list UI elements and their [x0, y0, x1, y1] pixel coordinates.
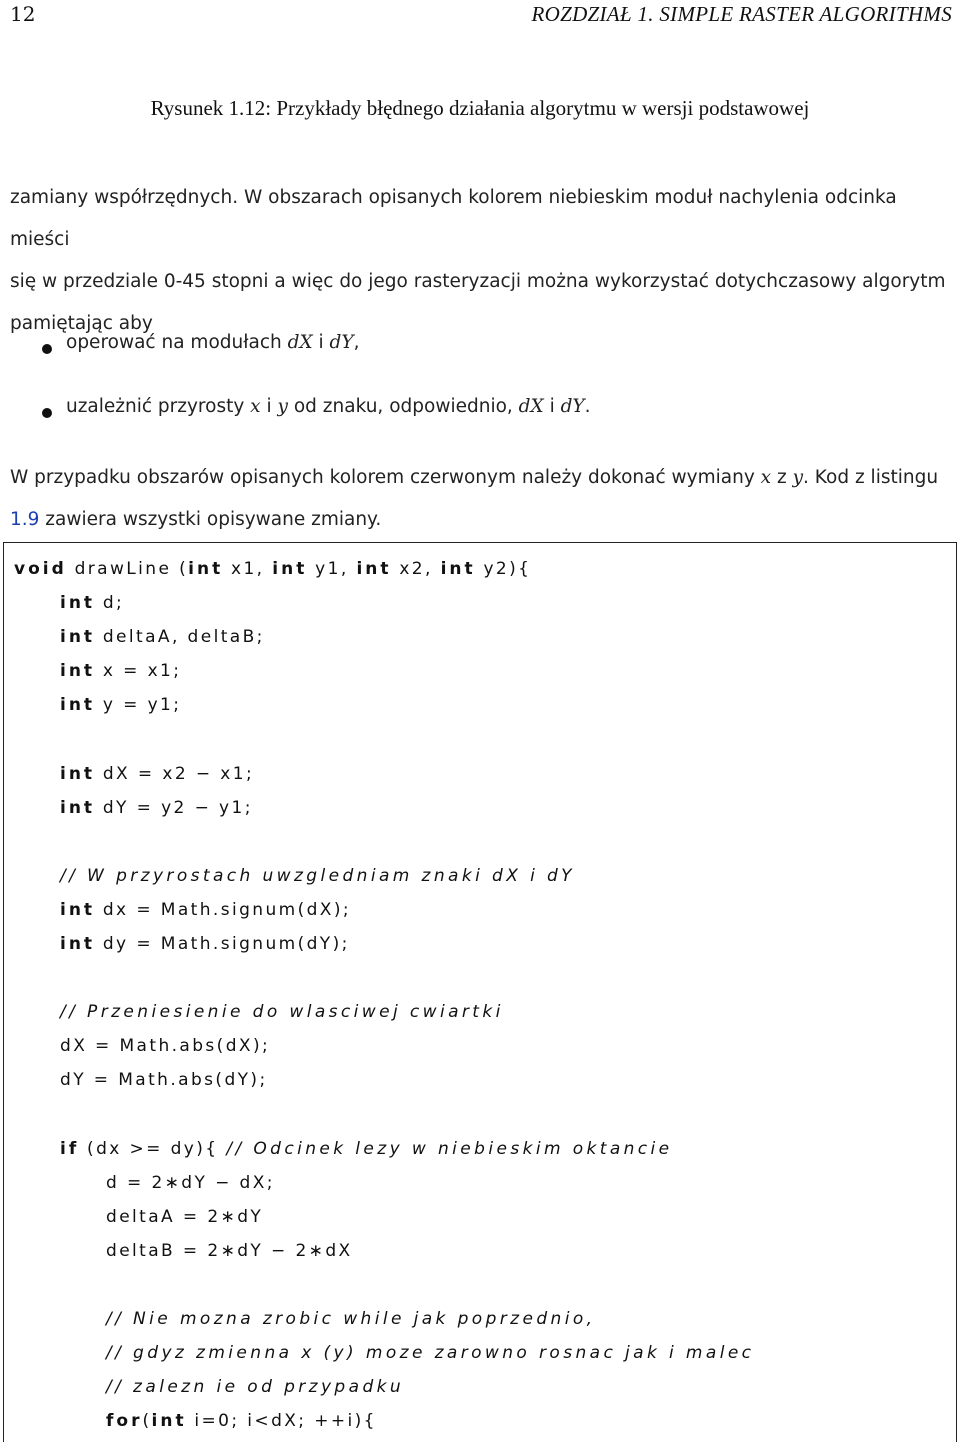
code-comment: // Nie mozna zrobic while jak poprzednio,: [106, 1309, 596, 1330]
code-line: int deltaA, deltaB;: [60, 627, 265, 648]
page-header: [0, 0, 960, 40]
code-line: dX = Math.abs(dX);: [60, 1036, 271, 1057]
code-line: int dx = Math.signum(dX);: [60, 899, 352, 920]
code-comment: // Przeniesienie do wlasciwej cwiartki: [60, 1002, 504, 1023]
paragraph-line: zamiany współrzędnych. W obszarach opisanych kolorem niebieskim moduł nachylenia odcinka mieści: [10, 187, 897, 250]
paragraph-line: W przypadku obszarów opisanych kolorem czerwonym należy dokonać wymiany x z y. Kod z listingu: [10, 467, 939, 488]
code-line: deltaA = 2∗dY: [106, 1206, 264, 1227]
page-number: 12: [10, 2, 36, 26]
paragraph-line: się w przedziale 0-45 stopni a więc do jego rasteryzacji można wykorzystać dotychczasowy algorytm: [10, 271, 946, 292]
code-listing: [3, 542, 957, 1442]
code-comment: // W przyrostach uwzgledniam znaki dX i dY: [60, 865, 575, 886]
code-blank-line: [14, 727, 754, 761]
code-line: int dy = Math.signum(dY);: [60, 934, 350, 955]
bullet-icon: [42, 408, 52, 418]
code-blank-line: [14, 830, 754, 864]
list-item: [0, 396, 960, 460]
code-comment: // gdyz zmienna x (y) moze zarowno rosnac jak i malec: [106, 1343, 755, 1364]
bullet-icon: [42, 344, 52, 354]
list-item-text: operować na modułach dX i dY,: [66, 332, 360, 353]
figure-caption: Rysunek 1.12: Przykłady błędnego działania algorytmu w wersji podstawowej: [150, 96, 810, 120]
code-comment: // zalezn ie od przypadku: [106, 1377, 405, 1398]
list-item: [0, 332, 960, 396]
code-line: int dX = x2 − x1;: [60, 763, 255, 784]
code-line: int x = x1;: [60, 661, 182, 682]
code-line: deltaB = 2∗dY − 2∗dX: [106, 1240, 353, 1261]
code-line: dY = Math.abs(dY);: [60, 1070, 268, 1091]
code-line: int y = y1;: [60, 695, 182, 716]
paragraph-line: pamiętając aby: [10, 313, 153, 334]
code-line: void drawLine (int x1, int y1, int x2, int y2){: [14, 559, 532, 579]
code-line: int dY = y2 − y1;: [60, 797, 253, 818]
code-line: for(int i=0; i<dX; ++i){: [106, 1411, 377, 1432]
bullet-list: [0, 332, 960, 460]
listing-paragraph: [10, 457, 955, 541]
intro-paragraph: [10, 177, 955, 345]
listing-link[interactable]: 1.9: [10, 509, 40, 530]
code-line: if (dx >= dy){ // Odcinek lezy w niebieskim oktancie: [60, 1138, 673, 1159]
code-line: int d;: [60, 593, 125, 614]
paragraph-line: 1.9 zawiera wszystki opisywane zmiany.: [10, 509, 382, 530]
code-line: d = 2∗dY − dX;: [106, 1172, 275, 1193]
chapter-title: ROZDZIAŁ 1. SIMPLE RASTER ALGORITHMS: [531, 2, 952, 26]
code-blank-line: [14, 966, 754, 1000]
code-blank-line: [14, 1103, 754, 1137]
list-item-text: uzależnić przyrosty x i y od znaku, odpowiednio, dX i dY.: [66, 396, 591, 417]
code-blank-line: [14, 1273, 754, 1307]
code-block: [14, 557, 754, 1443]
